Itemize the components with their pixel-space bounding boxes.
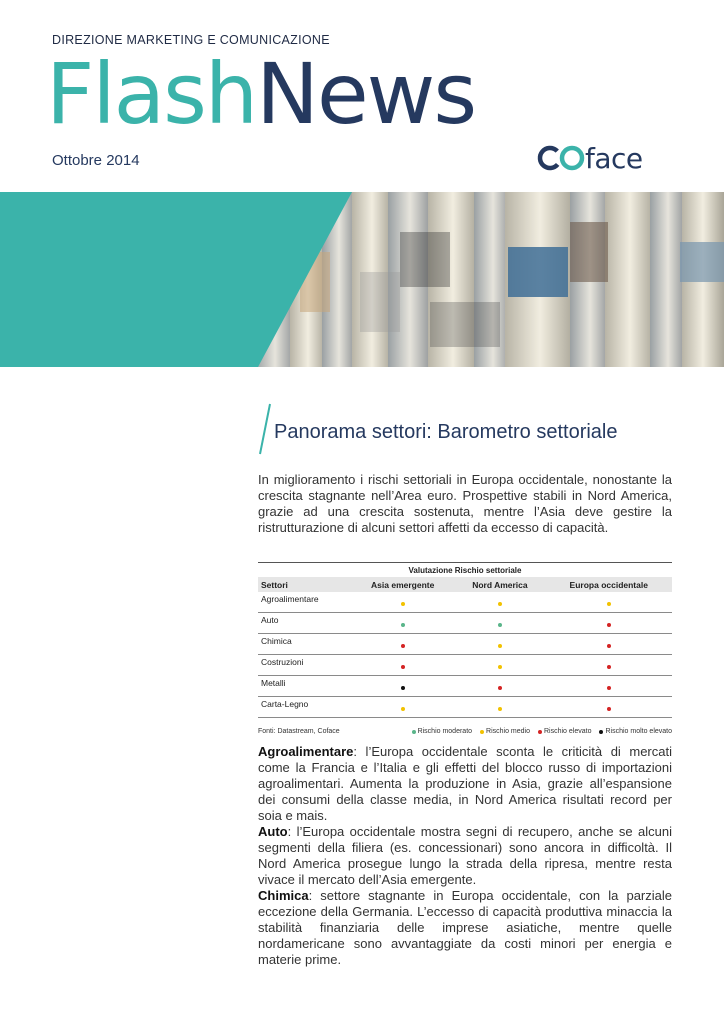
legend-item [480,728,530,735]
risk-table-footer [258,728,672,735]
risk-cell [546,613,672,634]
paragraph-chimica [258,888,672,968]
risk-table-title: Valutazione Rischio settoriale [258,562,672,577]
paragraph-agroalimentare [258,744,672,824]
table-row [258,697,672,718]
text-agroalimentare: : l’Europa occidentale sconta le criticità di mercati come la Francia e l’Italia e gli effetti del blocco russo di importazioni agroalimentari. Aumenta la produzione in Asia, grazie all’espansione dei consumi della classe media, in Nord America risultati record per soia e mais. [258,744,672,823]
table-row [258,655,672,676]
newspaper-banner [0,192,724,367]
legend-dot-icon [599,730,603,734]
sector-commentary [258,744,672,968]
risk-dot-icon [401,686,405,690]
risk-dot-icon [401,707,405,711]
department-label: DIREZIONE MARKETING E COMUNICAZIONE [52,33,330,47]
term-chimica: Chimica [258,888,309,903]
risk-table-grid [258,577,672,718]
legend-label: Rischio moderato [417,728,473,735]
risk-dot-icon [401,623,405,627]
section-title: Panorama settori: Barometro settoriale [274,421,618,443]
term-agroalimentare: Agroalimentare [258,744,354,759]
risk-cell [546,697,672,718]
masthead-flash: Flash [46,45,257,143]
text-chimica: : settore stagnante in Europa occidentale, con la parziale eccezione della Germania. L’eccesso di capacità produttiva minaccia la stabilità finanziaria delle imprese asiatiche, mentre quelle nordamericane sono avvantaggiate da costi minori per energia e materie prime. [258,888,672,967]
risk-dot-icon [401,644,405,648]
masthead-news: News [256,45,476,143]
legend-item [538,728,591,735]
risk-cell [546,676,672,697]
risk-cell [351,592,454,613]
risk-dot-icon [498,644,502,648]
risk-cell [454,613,545,634]
risk-cell [546,655,672,676]
legend-dot-icon [412,730,416,734]
legend-label: Rischio medio [486,728,530,735]
risk-dot-icon [607,644,611,648]
risk-dot-icon [498,707,502,711]
legend-item [599,728,672,735]
risk-cell [454,655,545,676]
legend-item [412,728,472,735]
svg-text:face: face [585,142,643,174]
table-row [258,676,672,697]
sector-name: Costruzioni [258,655,351,676]
risk-dot-icon [607,665,611,669]
newspaper-photo [0,192,724,367]
col-header-sector: Settori [258,577,351,592]
col-header-western-europe: Europa occidentale [546,577,672,592]
risk-cell [454,697,545,718]
risk-cell [351,697,454,718]
risk-dot-icon [607,707,611,711]
risk-cell [454,592,545,613]
legend-label: Rischio molto elevato [605,728,672,735]
risk-dot-icon [498,665,502,669]
risk-cell [351,613,454,634]
risk-dot-icon [401,665,405,669]
legend-label: Rischio elevato [544,728,592,735]
text-auto: : l’Europa occidentale mostra segni di recupero, anche se alcuni segmenti della filiera (es. concessionari) sono ancora in difficoltà. Il Nord America prosegue lungo la strada della ripresa, mentre resta vivace il mercato dell’Asia emergente. [258,824,672,887]
risk-dot-icon [401,602,405,606]
legend-dot-icon [538,730,542,734]
risk-table-body [258,592,672,718]
coface-logo [536,134,668,174]
sector-name: Metalli [258,676,351,697]
risk-cell [351,655,454,676]
risk-dot-icon [607,602,611,606]
sector-name: Auto [258,613,351,634]
sector-name: Agroalimentare [258,592,351,613]
paragraph-auto [258,824,672,888]
risk-cell [454,676,545,697]
risk-cell [351,634,454,655]
risk-cell [546,634,672,655]
legend-dot-icon [480,730,484,734]
risk-dot-icon [607,623,611,627]
risk-dot-icon [498,686,502,690]
table-source: Fonti: Datastream, Coface [258,728,340,735]
term-auto: Auto [258,824,288,839]
risk-legend [412,728,672,735]
risk-cell [351,676,454,697]
risk-dot-icon [498,602,502,606]
table-row [258,592,672,613]
table-row [258,634,672,655]
risk-dot-icon [498,623,502,627]
col-header-asia: Asia emergente [351,577,454,592]
risk-cell [454,634,545,655]
risk-cell [546,592,672,613]
intro-paragraph: In miglioramento i rischi settoriali in Europa occidentale, nonostante la crescita stagnante nell’Area euro. Prospettive stabili in Nord America, grazie ad una crescita sostenuta, mentre l’Asia deve gestire la ristrutturazione di alcuni settori affetti da eccesso di capacità. [258,472,672,535]
risk-table [258,562,672,735]
issue-date: Ottobre 2014 [52,152,140,169]
col-header-north-america: Nord America [454,577,545,592]
title-slash-icon [258,403,272,455]
risk-dot-icon [607,686,611,690]
sector-name: Carta-Legno [258,697,351,718]
table-row [258,613,672,634]
flashnews-masthead [46,45,476,143]
sector-name: Chimica [258,634,351,655]
